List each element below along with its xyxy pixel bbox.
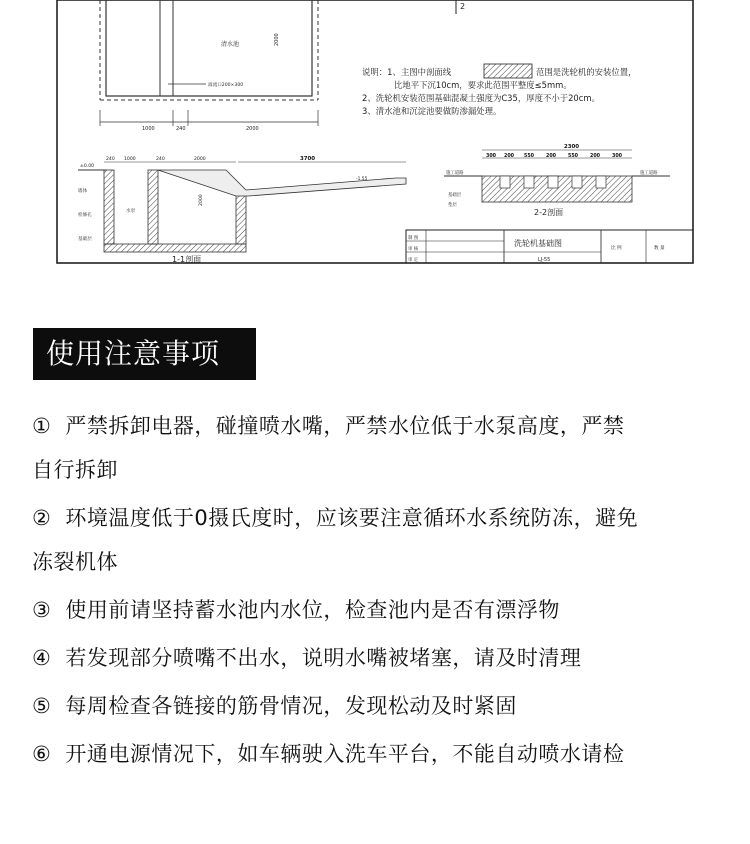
sec1-level-low: -1.55 bbox=[356, 177, 368, 182]
sec2-label-cushion: 垫层 bbox=[448, 203, 457, 208]
notes-3: 3、清水池和沉淀池要做防渗漏处理。 bbox=[362, 106, 502, 116]
note-text-3: 使用前请坚持蓄水池内水位，检查池内是否有漂浮物 bbox=[65, 598, 560, 622]
note-text-1-cont: 自行拆卸 bbox=[32, 458, 118, 482]
sec2-dim-4: 200 bbox=[546, 154, 557, 159]
note-item-3 bbox=[32, 588, 722, 632]
note-number-2: ② bbox=[32, 506, 52, 530]
sec2-caption: 2-2剖面 bbox=[534, 208, 564, 217]
note-text-2-cont: 冻裂机体 bbox=[32, 550, 118, 574]
sec1-caption: 1-1剖面 bbox=[172, 255, 202, 264]
sec1-dim-a: 240 bbox=[106, 157, 115, 162]
note-text-5: 每周检查各链接的筋骨情况，发现松动及时紧固 bbox=[65, 694, 517, 718]
notes-1b: 比地平下沉10cm，要求此范围平整度≤5mm。 bbox=[394, 80, 572, 90]
note-text-1: 严禁拆卸电器，碰撞喷水嘴，严禁水位低于水泵高度，严禁 bbox=[65, 414, 625, 438]
sec1-span: 3700 bbox=[300, 156, 316, 162]
foundation-drawing-svg bbox=[56, 0, 694, 264]
sec2-dim-5: 550 bbox=[568, 154, 579, 159]
notes-1a: 范围是洗轮机的安装位置， bbox=[536, 67, 637, 77]
title-block bbox=[406, 230, 693, 263]
note-text-4: 若发现部分喷嘴不出水，说明水嘴被堵塞，请及时清理 bbox=[65, 646, 582, 670]
pool-label: 清水池 bbox=[221, 41, 240, 48]
sec2-road-right: 施工道路 bbox=[640, 171, 658, 176]
section-1-1 bbox=[78, 156, 406, 264]
tb-scale: 比 例 bbox=[611, 246, 622, 251]
note-item-6 bbox=[32, 732, 722, 776]
sec2-dim-2: 200 bbox=[504, 154, 515, 159]
tb-row-3: 审 定 bbox=[408, 258, 419, 263]
sec1-dim-2000: 2000 bbox=[199, 194, 204, 206]
tb-row-1: 制 图 bbox=[408, 236, 419, 241]
note-text-2: 环境温度低于0摄氏度时，应该要注意循环水系统防冻，避免 bbox=[65, 506, 639, 530]
tb-quantity: 数 量 bbox=[654, 246, 665, 251]
sec2-dim-6: 200 bbox=[590, 154, 601, 159]
note-number-4: ④ bbox=[32, 646, 52, 670]
plan-dim-1: 1000 bbox=[142, 126, 155, 132]
sec1-level: ±0.00 bbox=[80, 164, 95, 169]
note-number-3: ③ bbox=[32, 598, 52, 622]
sec1-dim-d: 2000 bbox=[194, 157, 206, 162]
tb-title: 洗轮机基础图 bbox=[514, 239, 562, 248]
sec1-dim-b: 1000 bbox=[124, 157, 136, 162]
sec1-label-base: 基础层 bbox=[78, 237, 92, 242]
tb-code: LJ-55 bbox=[538, 257, 551, 263]
overflow-label: 溢流口200×300 bbox=[208, 83, 244, 88]
notes-2: 2、洗轮机安装范围基础混凝土强度为C35，厚度不小于20cm。 bbox=[362, 93, 600, 103]
plan-view bbox=[100, 0, 318, 132]
sec2-dim-1: 300 bbox=[486, 154, 497, 159]
note-item-5 bbox=[32, 684, 722, 728]
note-number-1: ① bbox=[32, 414, 52, 438]
drawing-notes bbox=[362, 64, 637, 116]
sec1-label-wall: 墙体 bbox=[78, 189, 88, 194]
note-number-5: ⑤ bbox=[32, 694, 52, 718]
sec2-dim-7: 300 bbox=[612, 154, 623, 159]
foundation-drawing bbox=[56, 0, 694, 264]
sec1-dim-c: 240 bbox=[156, 157, 165, 162]
sec1-label-hole: 检修孔 bbox=[78, 213, 92, 218]
sec2-total: 2300 bbox=[564, 144, 580, 150]
note-item-2 bbox=[32, 496, 722, 584]
plan-dim-3: 2000 bbox=[246, 126, 259, 132]
note-item-4 bbox=[32, 636, 722, 680]
sec2-road-left: 施工道路 bbox=[446, 171, 464, 176]
sec2-label-base: 基础层 bbox=[448, 193, 462, 198]
plan-dim-vertical: 2000 bbox=[274, 33, 280, 46]
note-text-6: 开通电源情况下，如车辆驶入洗车平台，不能自动喷水请检 bbox=[65, 742, 625, 766]
section-2-2 bbox=[444, 144, 670, 217]
section-heading: 使用注意事项 bbox=[33, 328, 256, 380]
note-item-1 bbox=[32, 404, 722, 492]
tb-row-2: 审 核 bbox=[408, 247, 419, 252]
note-number-6: ⑥ bbox=[32, 742, 52, 766]
notes-list bbox=[32, 404, 722, 780]
plan-dim-2: 240 bbox=[176, 126, 186, 132]
hatch-swatch bbox=[484, 64, 532, 78]
sec1-pump: 水泵 bbox=[126, 209, 136, 214]
sec2-dim-3: 550 bbox=[524, 154, 535, 159]
drawing-note-2: 2 bbox=[460, 2, 466, 11]
notes-title: 说明：1、主图中剖面线 bbox=[362, 67, 452, 77]
